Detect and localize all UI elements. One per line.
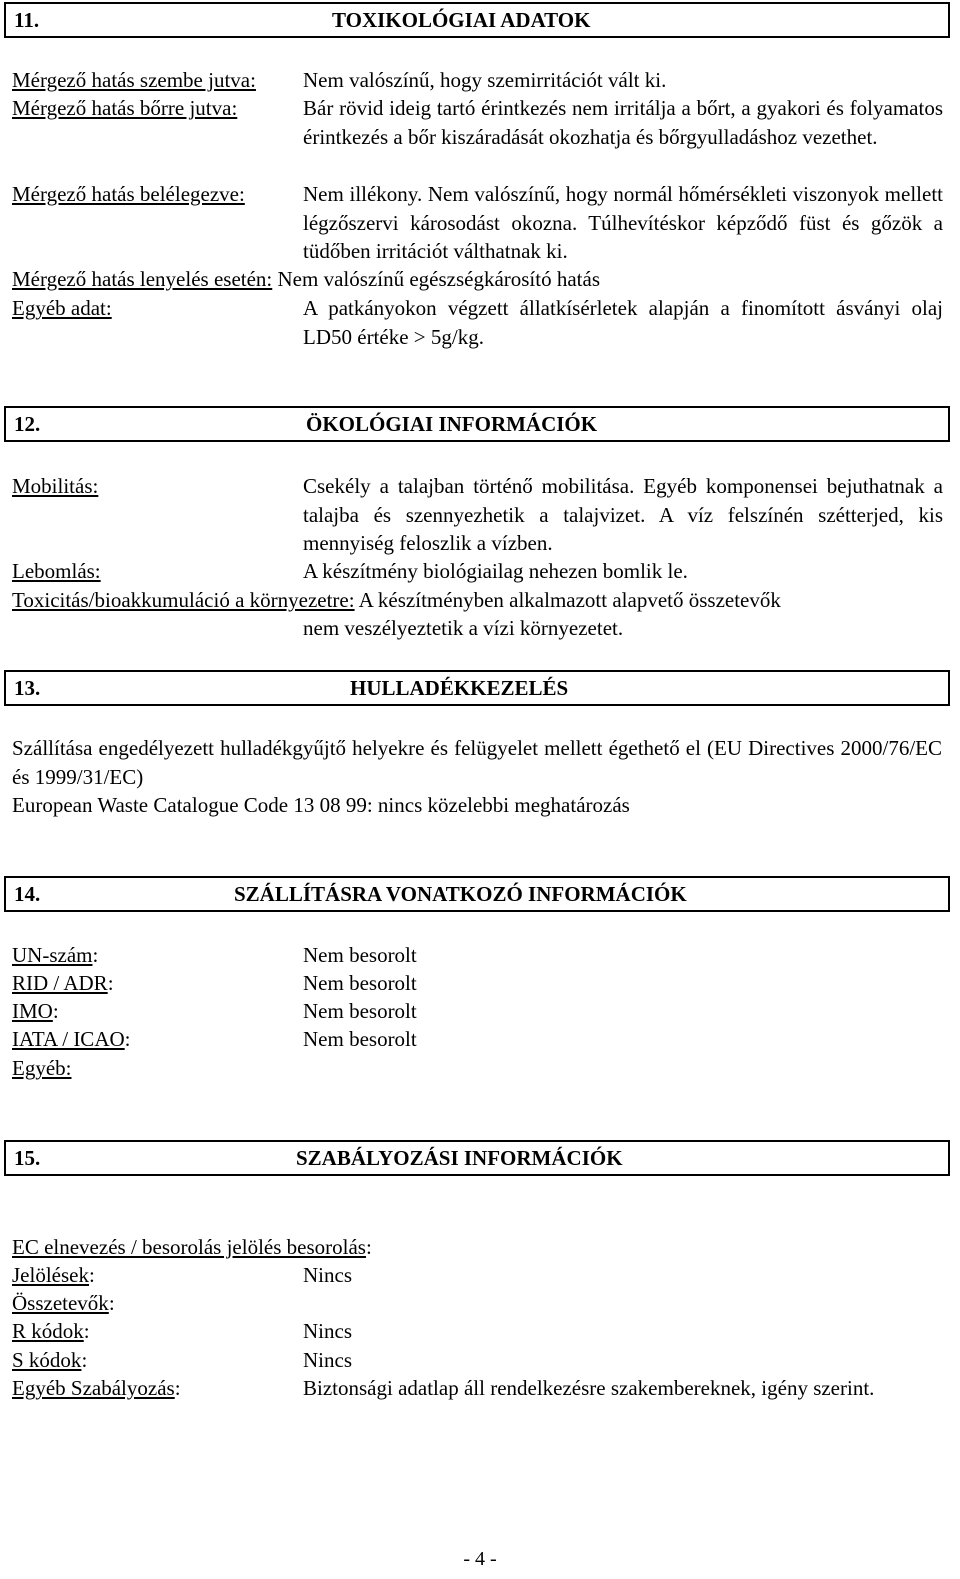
section-number: 12. xyxy=(14,412,41,436)
degradation-label: Lebomlás: xyxy=(12,559,101,583)
regulation-label: Összetevők xyxy=(12,1291,109,1315)
section-14-header xyxy=(4,876,950,912)
regulation-label: Egyéb Szabályozás xyxy=(12,1376,175,1400)
page-number: - 4 - xyxy=(463,1548,497,1570)
transport-label: IATA / ICAO xyxy=(12,1027,125,1051)
other-value: A patkányokon végzett állatkísérletek alapján a finomított ásványi olaj LD50 értéke > 5g/kg. xyxy=(303,296,943,349)
eye-value: Nem valószínű, hogy szemirritációt vált ki. xyxy=(303,68,667,92)
section-11-header xyxy=(4,2,950,38)
toxicity-value-line-1: A készítményben alkalmazott alapvető összetevők xyxy=(358,588,781,612)
transport-label: IMO xyxy=(12,999,53,1023)
skin-label: Mérgező hatás bőrre jutva: xyxy=(12,96,238,120)
section-title: HULLADÉKKEZELÉS xyxy=(350,676,569,700)
section-title: SZABÁLYOZÁSI INFORMÁCIÓK xyxy=(296,1146,623,1170)
section-13-header xyxy=(4,670,950,706)
regulation-label: R kódok xyxy=(12,1319,84,1343)
ec-label: EC elnevezés / besorolás jelölés besorolás xyxy=(12,1235,366,1259)
transport-label: RID / ADR xyxy=(12,971,108,995)
ingest-value: Nem valószínű egészségkárosító hatás xyxy=(277,267,601,291)
skin-value: Bár rövid ideig tartó érintkezés nem irritálja a bőrt, a gyakori és folyamatos érintkezés a bőr kiszáradását okozhatja és bőrgyulladáshoz vezethet. xyxy=(303,96,943,149)
mobility-label: Mobilitás: xyxy=(12,474,99,498)
transport-value: Nem besorolt xyxy=(303,971,417,995)
section-number: 15. xyxy=(14,1146,41,1170)
eye-label: Mérgező hatás szembe jutva: xyxy=(12,68,256,92)
waste-paragraph: Szállítása engedélyezett hulladékgyűjtő helyekre és felügyelet mellett égethető el (EU Directives 2000/76/EC és 1999/31/EC) xyxy=(12,736,942,789)
waste-code: European Waste Catalogue Code 13 08 99: nincs közelebbi meghatározás xyxy=(12,793,630,817)
section-15-header xyxy=(4,1140,950,1176)
regulation-value: Nincs xyxy=(303,1263,352,1287)
document-page: 11. TOXIKOLÓGIAI ADATOK Mérgező hatás szembe jutva: Nem valószínű, hogy szemirritációt vált ki. Mérgező hatás bőrre jutva: Bár rövid ideig tartó érintkezés nem irritálja a bőrt, a gyakori és folyamatos érintkezés a bőr kiszáradását okozhatja és bőrgyulladáshoz vezethet. Mérgező hatás belélegezve: Nem illékony. Nem valószínű, hogy normál hőmérsékleti viszonyok mellett légzőszervi károsodást okozna. Túlhevítéskor képződő füst és gőzök a tüdőben irritációt válthatnak ki. Mérgező hatás lenyelés esetén: Nem valószínű egészségkárosító hatás Egyéb adat: A patkányokon végzett állatkísérletek alapján a finomított ásványi olaj LD50 értéke > 5g/kg. 12. ÖKOLÓGIAI INFORMÁCIÓK Mobilitás: Csekély a talajban történő mobilitása. Egyéb komponensei bejuthatnak a talajba és szennyezhetik a talajvizet. A víz felszínén szétterjed, kis mennyiség feloszlik a vízben. Lebomlás: A készítmény biológiailag nehezen bomlik le. Toxicitás/bioakkumuláció a környezetre: A készítményben alkalmazott alapvető összetevők nem veszélyeztetik a vízi környezetet. 13. HULLADÉKKEZELÉS Szállítása engedélyezett hulladékgyűjtő helyekre és felügyelet mellett égethető el (EU Directives 2000/76/EC és 1999/31/EC) European Waste Catalogue Code 13 08 99: nincs közelebbi meghatározás 14. SZÁLLÍTÁSRA VONATKOZÓ INFORMÁCIÓK UN-szám: Nem besorolt RID / ADR: Nem besorolt IMO: Nem besorolt IATA / ICAO: Nem besorolt Egyéb: 15. SZABÁLYOZÁSI INFORMÁCIÓK EC elnevezés / besorolás jelölés besorolás: Jelölések: Nincs Összetevők: R kódok: Nincs S kódok: Nincs Egyéb Szabályozás: Biztonsági adatlap áll rendelkezésre szakembereknek, igény szerint. - 4 - xyxy=(0,0,960,1579)
transport-value: Nem besorolt xyxy=(303,943,417,967)
regulation-value: Nincs xyxy=(303,1319,352,1343)
toxicity-row xyxy=(12,586,942,615)
inhal-value: Nem illékony. Nem valószínű, hogy normál hőmérsékleti viszonyok mellett légzőszervi károsodást okozna. Túlhevítéskor képződő füst és gőzök a tüdőben irritációt válthatnak ki. xyxy=(303,182,943,263)
ingest-row xyxy=(12,265,942,294)
ingest-label: Mérgező hatás lenyelés esetén: xyxy=(12,267,273,291)
section-title: ÖKOLÓGIAI INFORMÁCIÓK xyxy=(306,412,598,436)
section-title: SZÁLLÍTÁSRA VONATKOZÓ INFORMÁCIÓK xyxy=(234,882,687,906)
section-number: 11. xyxy=(14,8,40,32)
regulation-value: Nincs xyxy=(303,1348,352,1372)
transport-label: Egyéb: xyxy=(12,1056,72,1080)
ec-row: EC elnevezés / besorolás jelölés besorolás: xyxy=(12,1235,372,1259)
transport-label: UN-szám xyxy=(12,943,93,967)
degradation-value: A készítmény biológiailag nehezen bomlik le. xyxy=(303,559,688,583)
mobility-value: Csekély a talajban történő mobilitása. Egyéb komponensei bejuthatnak a talajba és szennyezhetik a talajvizet. A víz felszínén szétterjed, kis mennyiség feloszlik a vízben. xyxy=(303,474,943,555)
regulation-label: Jelölések xyxy=(12,1263,89,1287)
regulation-label: S kódok xyxy=(12,1348,82,1372)
section-number: 13. xyxy=(14,676,41,700)
section-title: TOXIKOLÓGIAI ADATOK xyxy=(332,8,591,32)
section-number: 14. xyxy=(14,882,41,906)
toxicity-label: Toxicitás/bioakkumuláció a környezetre: xyxy=(12,588,355,612)
transport-value: Nem besorolt xyxy=(303,1027,417,1051)
section-12-header xyxy=(4,406,950,442)
transport-value: Nem besorolt xyxy=(303,999,417,1023)
inhal-label: Mérgező hatás belélegezve: xyxy=(12,182,245,206)
regulation-value: Biztonsági adatlap áll rendelkezésre szakembereknek, igény szerint. xyxy=(303,1376,875,1400)
toxicity-value-line-2: nem veszélyeztetik a vízi környezetet. xyxy=(303,616,624,640)
other-label: Egyéb adat: xyxy=(12,296,112,320)
